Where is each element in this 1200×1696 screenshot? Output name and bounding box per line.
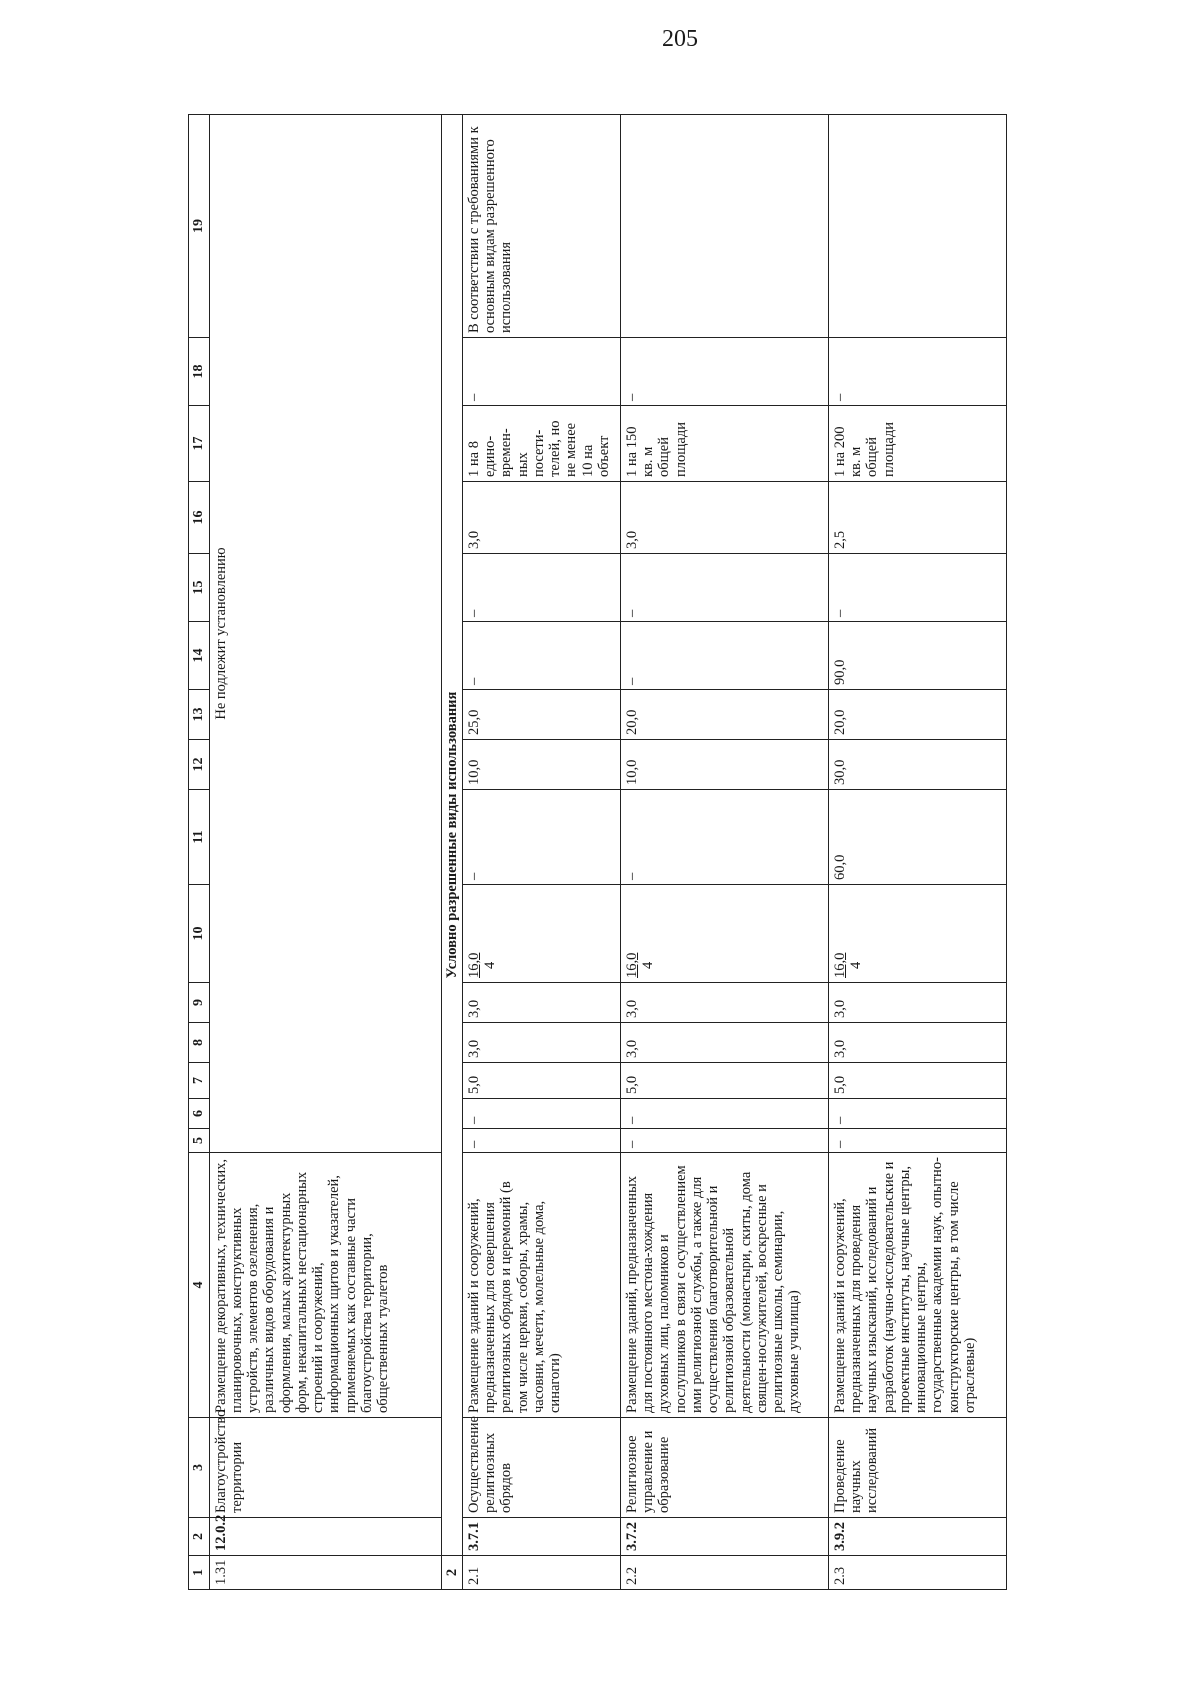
header-cell: 4 [189,1153,210,1418]
header-cell: 17 [189,406,210,482]
table-row [620,115,828,1590]
header-cell: 15 [189,554,210,622]
row-name: Проведение научных исследований [828,1418,1006,1518]
cell-c18: – [828,338,1006,406]
header-cell: 9 [189,983,210,1023]
cell-c18: – [620,338,828,406]
cell-c17: 1 на 200 кв. м общей площади [828,406,1006,482]
header-cell: 13 [189,690,210,740]
fraction-top: 16,0 [623,952,640,978]
row-code: 3.7.2 [620,1518,828,1556]
cell-c13: 20,0 [620,690,828,740]
cell-c7: 5,0 [620,1063,828,1099]
header-cell: 10 [189,885,210,983]
header-cell: 6 [189,1099,210,1129]
header-row [189,115,210,1590]
cell-c16: 3,0 [620,482,828,554]
header-cell: 5 [189,1129,210,1153]
cell-c17: 1 на 8 едино-времен-ных посети-телей, но не менее 10 на объект [462,406,620,482]
cell-c6: – [620,1099,828,1129]
rotated-table-container [188,126,1048,1590]
cell-c5: – [462,1129,620,1153]
cell-c14: – [462,622,620,690]
page-number: 205 [662,26,698,52]
row-name: Религиозное управление и образование [620,1418,828,1518]
cell-c16: 2,5 [828,482,1006,554]
header-cell: 7 [189,1063,210,1099]
cell-c13: 25,0 [462,690,620,740]
header-cell: 19 [189,115,210,338]
header-cell: 11 [189,790,210,885]
cell-c7: 5,0 [828,1063,1006,1099]
cell-c15: – [462,554,620,622]
row-name: Осуществление религиозных обрядов [462,1418,620,1518]
cell-c12: 10,0 [462,740,620,790]
cell-c7: 5,0 [462,1063,620,1099]
header-cell: 18 [189,338,210,406]
fraction-top: 16,0 [465,952,482,978]
cell-c10 [462,885,620,983]
table-row [209,115,441,1590]
cell-c14: – [620,622,828,690]
cell-c10 [620,885,828,983]
cell-c17: 1 на 150 кв. м общей площади [620,406,828,482]
cell-c5: – [620,1129,828,1153]
cell-c9: 3,0 [462,983,620,1023]
header-cell: 16 [189,482,210,554]
header-cell: 2 [189,1518,210,1556]
header-cell: 8 [189,1023,210,1063]
zoning-table [188,114,1007,1590]
row-number: 2.3 [828,1556,1006,1590]
cell-c9: 3,0 [828,983,1006,1023]
cell-c11: – [620,790,828,885]
cell-c15: – [620,554,828,622]
cell-c6: – [828,1099,1006,1129]
fraction-top: 16,0 [831,952,848,978]
merged-note: Не подлежит установлению [209,115,441,1153]
header-cell: 3 [189,1418,210,1518]
row-description: Размещение зданий, предназначенных для постоянного местона-хождения духовных лиц, паломников и послушников в связи с осуществлением ими религиозной службы, а также для осуществления благотворительной и религиозной образовательной деятельности (монастыри, скиты, дома священ-нослужителей, воскресные и религиозные школы, семинарии, духовные училища) [620,1153,828,1418]
fraction-bottom: 4 [848,961,865,969]
cell-c13: 20,0 [828,690,1006,740]
row-number: 2.1 [462,1556,620,1590]
row-code: 3.9.2 [828,1518,1006,1556]
cell-c12: 30,0 [828,740,1006,790]
table-row [828,115,1006,1590]
cell-c15: – [828,554,1006,622]
section-number: 2 [441,1556,462,1590]
fraction-bottom: 4 [640,961,657,969]
header-cell: 12 [189,740,210,790]
cell-c16: 3,0 [462,482,620,554]
cell-c5: – [828,1129,1006,1153]
cell-c8: 3,0 [620,1023,828,1063]
cell-c8: 3,0 [828,1023,1006,1063]
cell-c9: 3,0 [620,983,828,1023]
row-code: 12.0.2 [209,1518,441,1556]
row-number: 2.2 [620,1556,828,1590]
row-number: 1.31 [209,1556,441,1590]
cell-c6: – [462,1099,620,1129]
row-description: Размещение зданий и сооружений, предназначенных для проведения научных изысканий, исследований и разработок (научно-исследовательские и проектные институты, научные центры, инновационные центры, государственные академии наук, опытно-конструкторские центры, в том числе отраслевые) [828,1153,1006,1418]
cell-c19 [620,115,828,338]
row-description: Размещение декоративных, технических, планировочных, конструктивных устройств, элементов озеленения, различных видов оборудования и оформления, малых архитектурных форм, некапитальных нестационарных строений и сооружений, информационных щитов и указателей, применяемых как составные части благоустройства территории, общественных туалетов [209,1153,441,1418]
cell-c11: 60,0 [828,790,1006,885]
cell-c19: В соответствии с требованиями к основным видам разрешенного использования [462,115,620,338]
header-cell: 14 [189,622,210,690]
table-row [462,115,620,1590]
fraction-bottom: 4 [482,961,499,969]
cell-c11: – [462,790,620,885]
section-row [441,115,462,1590]
section-title: Условно разрешенные виды использования [441,115,462,1556]
cell-c19 [828,115,1006,338]
row-description: Размещение зданий и сооружений, предназначенных для совершения религиозных обрядов и церемоний (в том числе церкви, соборы, храмы, часовни, мечети, молельные дома, синагоги) [462,1153,620,1418]
cell-c18: – [462,338,620,406]
cell-c10 [828,885,1006,983]
cell-c12: 10,0 [620,740,828,790]
cell-c14: 90,0 [828,622,1006,690]
cell-c8: 3,0 [462,1023,620,1063]
row-code: 3.7.1 [462,1518,620,1556]
row-name: Благоустройство территории [209,1418,441,1518]
header-cell: 1 [189,1556,210,1590]
